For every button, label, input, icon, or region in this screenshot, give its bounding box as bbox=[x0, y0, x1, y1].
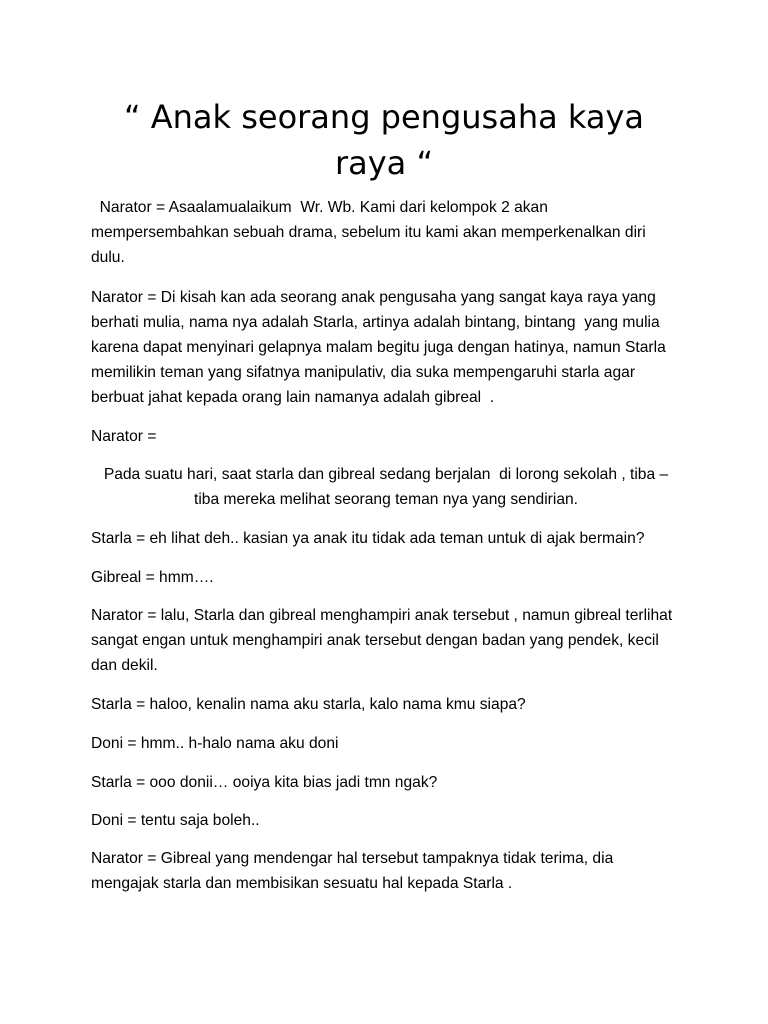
paragraph-starla-line-2: Starla = haloo, kenalin nama aku starla, kalo nama kmu siapa? bbox=[91, 696, 526, 713]
paragraph-narator-label: Narator = bbox=[91, 428, 157, 445]
paragraph-starla-line-3: Starla = ooo donii… ooiya kita bias jadi tmn ngak? bbox=[91, 774, 438, 791]
paragraph-narator-story: Narator = Di kisah kan ada seorang anak pengusaha yang sangat kaya raya yang berhati mulia, nama nya adalah Starla, artinya adalah bintang, bintang yang mulia karena dapat menyinari gelapnya malam begitu juga dengan hatinya, namun Starla memilikin teman yang sifatnya manipulativ, dia suka mempengaruhi starla agar berbuat jahat kepada orang lain namanya adalah gibreal . bbox=[91, 289, 671, 406]
paragraph-narator-closing: Narator = Gibreal yang mendengar hal tersebut tampaknya tidak terima, dia mengajak starla dan membisikan sesuatu hal kepada Starla . bbox=[91, 850, 618, 892]
paragraph-doni-line-2: Doni = tentu saja boleh.. bbox=[91, 812, 260, 829]
paragraph-starla-line-1: Starla = eh lihat deh.. kasian ya anak itu tidak ada teman untuk di ajak bermain? bbox=[91, 530, 645, 547]
paragraph-scene-description: Pada suatu hari, saat starla dan gibreal sedang berjalan di lorong sekolah , tiba – tiba mereka melihat seorang teman nya yang sendirian. bbox=[103, 466, 673, 508]
paragraph-gibreal-line-1: Gibreal = hmm…. bbox=[91, 569, 214, 586]
document-title: “ Anak seorang pengusaha kaya raya “ bbox=[123, 98, 645, 182]
paragraph-doni-line-1: Doni = hmm.. h-halo nama aku doni bbox=[91, 735, 339, 752]
paragraph-narator-opening: Narator = Asaalamualaikum Wr. Wb. Kami dari kelompok 2 akan mempersembahkan sebuah drama, sebelum itu kami akan memperkenalkan diri dulu. bbox=[91, 199, 651, 266]
paragraph-narator-approach: Narator = lalu, Starla dan gibreal menghampiri anak tersebut , namun gibreal terlihat sangat engan untuk menghampiri anak tersebut dengan badan yang pendek, kecil dan dekil. bbox=[91, 607, 677, 674]
